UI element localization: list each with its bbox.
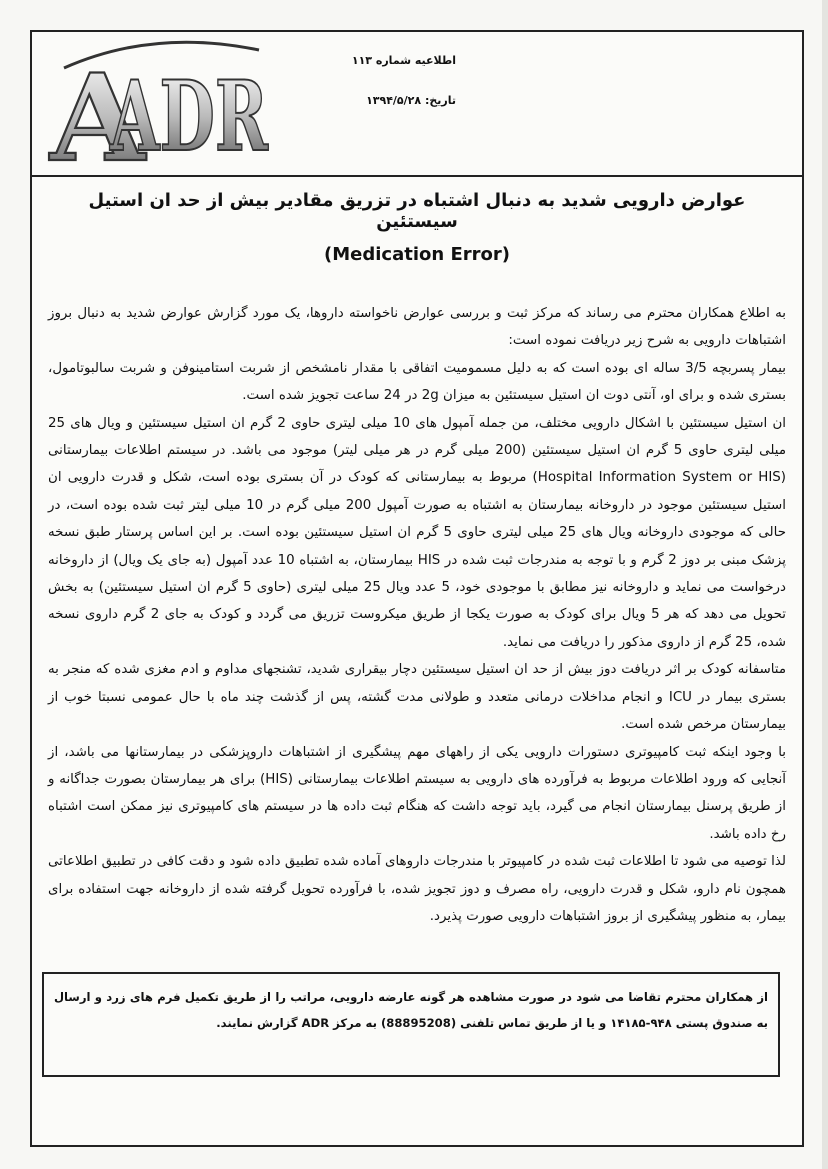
reporting-notice-box [42,972,780,1077]
scan-edge [822,0,828,1169]
document-body [48,300,786,930]
paragraph-outcome: متاسفانه کودک بر اثر دریافت دوز بیش از حد ان استیل سیستئین دچار بیقراری شدید، تشنجهای مداوم و ادم مغزی شده که منجر به بستری بیمار در ICU و انجام مداخلات درمانی متعدد و طولانی مدت گشته، پس از گذشت چند ماه با حال عمومی نسبتا خوب از بیمارستان مرخص شده است. [48,662,786,733]
document-subtitle: (Medication Error) [324,244,510,265]
adr-logo [44,38,274,189]
paragraph-intro: به اطلاع همکاران محترم می رساند که مرکز ثبت و بررسی عوارض ناخواسته داروها، یک مورد گزارش عوارض شدید به دنبال بروز اشتباهات دارویی به شرح زیر دریافت نموده است: [48,306,786,349]
document-header [32,32,802,189]
paragraph-recommendation: لذا توصیه می شود تا اطلاعات ثبت شده در کامپیوتر با مندرجات داروهای آماده شده تطبیق داده شود و دقت کافی در تطبیق اطلاعاتی همچون نام دارو، شکل و قدرت دارویی، راه مصرف و دوز تجویز شده، با فرآورده تحویل گرفته شده از داروخانه جهت استفاده برای بیمار، به منظور پیشگیری از بروز اشتباهات دارویی صورت پذیرد. [48,854,786,924]
notice-number: اطلاعیه شماره ۱۱۳ [351,54,456,67]
svg-text:A: A [48,48,147,189]
paragraph-his: با وجود اینکه ثبت کامپیوتری دستورات دارویی یکی از راههای مهم پیشگیری از اشتباهات داروپزشکی در بیمارستانها می باشد، از آنجایی که ورود اطلاعات مربوط به فرآورده های دارویی به سیستم اطلاعات بیمارستانی (HIS) برای هر بیمارستان بصورت جداگانه و از طریق پرسنل بیمارستان انجام می گیرد، باید توجه داشت که هنگام ثبت داده ها در سیستم های کامپیوتری نیز ممکن است اشتباه رخ داده باشد. [48,744,786,842]
paragraph-case: بیمار پسربچه 3/5 ساله ای بوده است که به دلیل مسمومیت اتفاقی با مقدار نامشخص از شربت استامینوفن و شربت سالبوتامول، بستری شده و برای او، آنتی دوت ان استیل سیستئین به میزان 2g در 24 ساعت تجویز شده است. [48,360,786,404]
svg-text:ADR: ADR [109,60,269,173]
notice-date: تاریخ: ۱۳۹۴/۵/۲۸ [366,94,456,107]
document-frame [30,30,804,1147]
paragraph-details: ان استیل سیستئین با اشکال دارویی مختلف، من جمله آمپول های 10 میلی لیتری حاوی 2 گرم ان استیل سیستئین و ویال های 25 میلی لیتری حاوی 5 گرم ان استیل سیستئین (200 میلی گرم در هر میلی لیتر) موجود می باشد. در سیستم اطلاعات بیمارستانی (Hospital Information System or HIS) مربوط به بیمارستانی که کودک در آن بستری بوده است، شکل و قدرت دارویی ان استیل سیستئین موجود در داروخانه بیمارستان به اشتباه به صورت آمپول 200 میلی گرم در 10 میلی لیتر ثبت شده بوده است، در حالی که موجودی داروخانه ویال های 25 میلی لیتری حاوی 5 گرم ان استیل سیستئین بوده است. بر این اساس پرستار طبق نسخه پزشک مبنی بر دوز 2 گرم و با توجه به مندرجات ثبت شده در HIS بیمارستان، به اشتباه 10 عدد آمپول (به جای یک ویال) از داروخانه درخواست می نماید و داروخانه نیز مطابق با موجودی خود، 5 عدد ویال 25 میلی لیتری (حاوی 5 گرم ان استیل سیستئین) به بخش تحویل می دهد که هر 5 ویال برای کودک به صورت یکجا از طریق میکروست تزریق می گردد و کودک به جای 2 گرم داروی نسخه شده، 25 گرم از داروی مذکور را دریافت می نماید. [48,415,787,650]
document-title: عوارض دارویی شدید به دنبال اشتباه در تزریق مقادیر بیش از حد ان استیل سیستئین [88,190,746,232]
reporting-notice-text: از همکاران محترم تقاضا می شود در صورت مشاهده هر گونه عارضه دارویی، مراتب را از طریق تکمیل فرم های زرد و ارسال به صندوق پستی ۹۴۸-۱۴۱۸۵ و یا از طریق تماس تلفنی (88895208) به مرکز ADR گزارش نمایند. [54,990,768,1030]
